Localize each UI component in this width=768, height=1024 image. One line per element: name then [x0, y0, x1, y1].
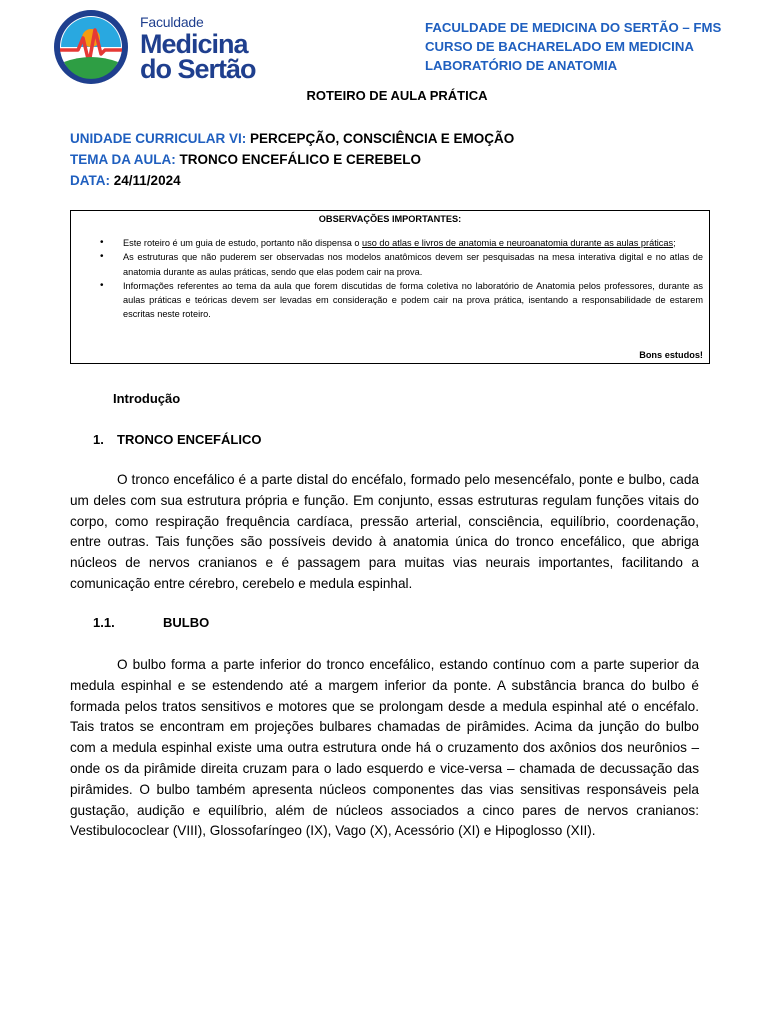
unit-value: PERCEPÇÃO, CONSCIÊNCIA E EMOÇÃO — [250, 131, 515, 146]
page-title: ROTEIRO DE AULA PRÁTICA — [306, 88, 488, 103]
faculty-logo — [52, 8, 262, 88]
logo-emblem-icon — [52, 8, 130, 86]
observation-item: • As estruturas que não puderem ser observadas nos modelos anatômicos devem ser pesquisadas na mesa interativa digital e no atlas de anatomia durante as aulas práticas, sendo que elas podem cair na prova. — [123, 250, 703, 278]
observation-text: Este roteiro é um guia de estudo, portanto não dispensa o — [123, 238, 363, 249]
subsection-title: BULBO — [163, 615, 210, 630]
observations-box — [70, 210, 710, 364]
observation-item: • Informações referentes ao tema da aula que forem discutidas de forma coletiva no laboratório de Anatomia pelos professores, durante as aulas práticas e teóricas devem ser levadas em consideração e podem cair na prova prática, isentando a responsabilidade de estarem escritas neste roteiro. — [123, 279, 703, 322]
section-paragraph: O tronco encefálico é a parte distal do encéfalo, formado pelo mesencéfalo, ponte e bulbo, cada um deles com sua estrutura própria e função. Em conjunto, essas estruturas regulam funções vitais do corpo, como respiração frequência cardíaca, pressão arterial, consciência, equilíbrio, coordenação, entre outras. Tais funções são possíveis devido à anatomia única do tronco encefálico, que abriga núcleos de nervos cranianos e é passagem para muitas vias neurais importantes, facilitando a comunicação entre cérebro, cerebelo e medula espinhal. — [70, 472, 699, 591]
course-name: CURSO DE BACHARELADO EM MEDICINA — [425, 39, 694, 54]
curricular-unit-line — [70, 128, 514, 149]
subsection-heading — [93, 615, 209, 630]
date-value: 24/11/2024 — [113, 173, 181, 188]
institution-name: FACULDADE DE MEDICINA DO SERTÃO – FMS — [425, 20, 722, 35]
logo-text-medicina: Medicina — [140, 29, 248, 59]
observations-list — [71, 236, 709, 321]
section-title: TRONCO ENCEFÁLICO — [117, 432, 262, 447]
date-line — [70, 170, 514, 191]
section-heading — [93, 432, 261, 447]
unit-label: UNIDADE CURRICULAR VI: — [70, 131, 247, 146]
intro-heading: Introdução — [113, 391, 181, 406]
class-info — [70, 128, 514, 191]
observation-text-end: ; — [673, 238, 676, 249]
subsection-number: 1.1. — [93, 615, 115, 630]
logo-text-do-sertao: do Sertão — [140, 54, 256, 84]
date-label: DATA: — [70, 173, 110, 188]
observation-item — [123, 236, 703, 250]
theme-line — [70, 149, 514, 170]
subsection-paragraph: O bulbo forma a parte inferior do tronco encefálico, estando contínuo com a parte superior da medula espinhal e se estendendo até a margem inferior da ponte. A substância branca do bulbo é formada pelos tratos sensitivos e motores que se prolongam desde a medula espinhal até o encéfalo. Tais tratos se encontram em projeções bulbares chamadas de pirâmides. Acima da junção do bulbo com a medula espinhal existe uma outra estrutura onde há o cruzamento dos axônios dos neurônios – onde os da pirâmide direita cruzam para o lado esquerdo e vice-versa – chamada de decussação das pirâmides. O bulbo também apresenta núcleos componentes das vias sensitivas responsáveis pela gustação, audição e equilíbrio, além de núcleos associados a cinco pares de nervos cranianos: Vestibulococlear (VIII), Glossofaríngeo (IX), Vago (X), Acessório (XI) e Hipoglosso (XII). — [70, 657, 699, 839]
section-number: 1. — [93, 432, 104, 447]
observation-underlined-text: uso do atlas e livros de anatomia e neuroanatomia durante as aulas práticas — [362, 238, 674, 249]
observations-title: OBSERVAÇÕES IMPORTANTES: — [318, 214, 462, 224]
lab-name: LABORATÓRIO DE ANATOMIA — [425, 58, 618, 73]
theme-value: TRONCO ENCEFÁLICO E CEREBELO — [179, 152, 422, 167]
theme-label: TEMA DA AULA: — [70, 152, 176, 167]
institution-header — [425, 18, 721, 75]
observations-closing: Bons estudos! — [639, 349, 703, 360]
logo-text-faculdade: Faculdade — [140, 14, 204, 30]
